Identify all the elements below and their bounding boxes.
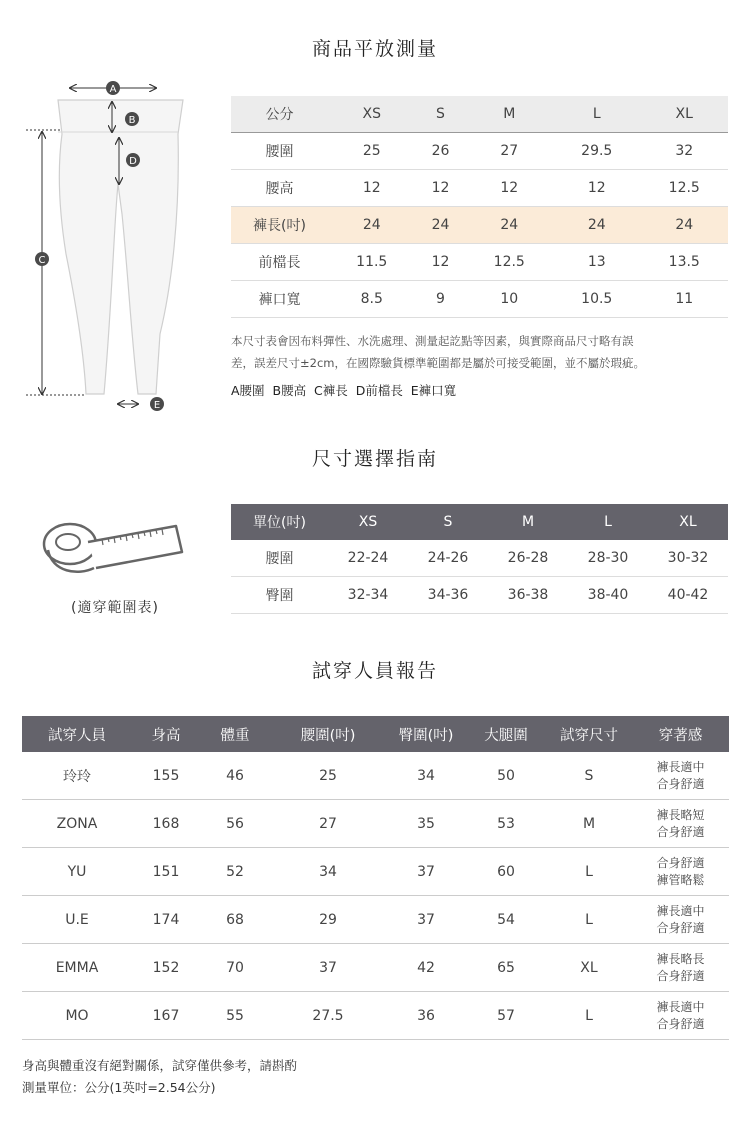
size-row-waist: [231, 133, 728, 170]
tester-name: MO: [22, 992, 132, 1040]
size-header: XS: [328, 96, 415, 133]
size-row-waist-height: [231, 170, 728, 207]
note-line: 本尺寸表會因布料彈性、水洗處理、測量起訖點等因素，與實際商品尺寸略有誤: [231, 334, 634, 348]
svg-text:D: D: [129, 156, 137, 167]
size-note: [231, 330, 731, 374]
fit-feedback: [632, 800, 729, 848]
cell: 24: [553, 207, 640, 244]
cell: 10: [466, 281, 553, 318]
abbreviations: A腰圍 B腰高 C褲長 D前檔長 E褲口寬: [231, 383, 457, 398]
row-label: 臀圍: [231, 577, 328, 614]
row-label: 腰高: [231, 170, 328, 207]
cell: 46: [200, 752, 270, 800]
marker-d: [126, 153, 140, 167]
report-header: 大腿圍: [466, 716, 546, 752]
cell: 29.5: [553, 133, 640, 170]
marker-a: [106, 81, 120, 95]
report-title: 試穿人員報告: [311, 660, 438, 682]
cell: L: [546, 848, 632, 896]
cell: 32-34: [328, 577, 408, 614]
cell: 167: [132, 992, 200, 1040]
cell: 34-36: [408, 577, 488, 614]
size-row-rise: [231, 244, 728, 281]
marker-b: [125, 112, 139, 126]
cell: 34: [386, 752, 466, 800]
svg-text:B: B: [128, 115, 136, 126]
size-row-length: [231, 207, 728, 244]
cell: 68: [200, 896, 270, 944]
cell: 56: [200, 800, 270, 848]
cell: 12.5: [466, 244, 553, 281]
cell: 11.5: [328, 244, 415, 281]
row-label: 褲長(吋): [231, 207, 328, 244]
cell: M: [546, 800, 632, 848]
feel-line: 褲長略短: [656, 807, 705, 822]
cell: 24: [415, 207, 465, 244]
report-header: 腰圍(吋): [270, 716, 386, 752]
cell: 24: [328, 207, 415, 244]
tester-name: 玲玲: [22, 752, 132, 800]
cell: 35: [386, 800, 466, 848]
cell: 27.5: [270, 992, 386, 1040]
cell: 52: [200, 848, 270, 896]
cell: 42: [386, 944, 466, 992]
cell: 8.5: [328, 281, 415, 318]
report-header: 試穿尺寸: [546, 716, 632, 752]
feel-line: 褲管略鬆: [656, 872, 705, 887]
cell: 25: [328, 133, 415, 170]
guide-table-header: [231, 504, 728, 540]
tester-name: EMMA: [22, 944, 132, 992]
report-header: 試穿人員: [22, 716, 132, 752]
cell: 12: [466, 170, 553, 207]
cell: 22-24: [328, 540, 408, 577]
cell: 155: [132, 752, 200, 800]
cell: 151: [132, 848, 200, 896]
report-row: [22, 752, 729, 800]
cell: 36: [386, 992, 466, 1040]
report-row: [22, 944, 729, 992]
guide-row-hip: [231, 577, 728, 614]
feel-line: 合身舒適: [656, 968, 705, 983]
guide-row-waist: [231, 540, 728, 577]
cell: 28-30: [568, 540, 648, 577]
report-header: 穿著感: [632, 716, 729, 752]
try-on-report-table: [22, 716, 729, 1040]
leggings-diagram: [20, 74, 230, 414]
cell: 26-28: [488, 540, 568, 577]
cell: 12: [553, 170, 640, 207]
guide-title: 尺寸選擇指南: [311, 448, 438, 470]
row-label: 褲口寬: [231, 281, 328, 318]
cell: 152: [132, 944, 200, 992]
report-row: [22, 896, 729, 944]
cell: 27: [270, 800, 386, 848]
fit-feedback: [632, 992, 729, 1040]
report-header: 體重: [200, 716, 270, 752]
feel-line: 合身舒適: [656, 1016, 705, 1031]
row-label: 前檔長: [231, 244, 328, 281]
cell: S: [546, 752, 632, 800]
cell: 13: [553, 244, 640, 281]
fit-feedback: [632, 944, 729, 992]
cell: 70: [200, 944, 270, 992]
guide-header: XS: [328, 504, 408, 540]
cell: 9: [415, 281, 465, 318]
size-header: M: [466, 96, 553, 133]
tester-name: ZONA: [22, 800, 132, 848]
svg-text:C: C: [38, 255, 46, 266]
feel-line: 合身舒適: [656, 824, 705, 839]
note-line: 差，誤差尺寸±2cm，在國際驗貨標準範圍都是屬於可接受範圍，並不屬於瑕疵。: [231, 356, 645, 370]
report-row: [22, 800, 729, 848]
cell: 57: [466, 992, 546, 1040]
cell: 12: [415, 244, 465, 281]
feel-line: 褲長適中: [656, 759, 705, 774]
cell: 24: [466, 207, 553, 244]
cell: 24: [640, 207, 728, 244]
size-table: [231, 96, 728, 318]
cell: 168: [132, 800, 200, 848]
cell: 29: [270, 896, 386, 944]
cell: L: [546, 896, 632, 944]
measuring-tape-icon: [38, 512, 188, 592]
size-guide-table: [231, 504, 728, 614]
report-table-header: [22, 716, 729, 752]
size-row-hem: [231, 281, 728, 318]
cell: 12: [328, 170, 415, 207]
feel-line: 合身舒適: [656, 920, 705, 935]
size-header: S: [415, 96, 465, 133]
feel-line: 褲長適中: [656, 999, 705, 1014]
fit-feedback: [632, 752, 729, 800]
guide-header: L: [568, 504, 648, 540]
size-header-unit: 公分: [231, 96, 328, 133]
cell: 27: [466, 133, 553, 170]
cell: 10.5: [553, 281, 640, 318]
cell: 34: [270, 848, 386, 896]
svg-text:E: E: [153, 400, 161, 411]
feel-line: 合身舒適: [656, 776, 705, 791]
report-header: 身高: [132, 716, 200, 752]
measure-title: 商品平放測量: [311, 38, 438, 60]
cell: 32: [640, 133, 728, 170]
svg-text:A: A: [109, 84, 117, 95]
guide-header: S: [408, 504, 488, 540]
footnote-line: 測量單位：公分(1英吋=2.54公分): [22, 1080, 216, 1095]
cell: 25: [270, 752, 386, 800]
cell: 60: [466, 848, 546, 896]
report-header: 臀圍(吋): [386, 716, 466, 752]
guide-header: M: [488, 504, 568, 540]
row-label: 腰圍: [231, 133, 328, 170]
cell: 37: [386, 896, 466, 944]
cell: XL: [546, 944, 632, 992]
footnote: [22, 1055, 297, 1099]
fit-feedback: [632, 896, 729, 944]
guide-header-unit: 單位(吋): [231, 504, 328, 540]
feel-line: 合身舒適: [656, 855, 705, 870]
cell: 13.5: [640, 244, 728, 281]
fit-feedback: [632, 848, 729, 896]
report-row: [22, 848, 729, 896]
cell: 36-38: [488, 577, 568, 614]
cell: 53: [466, 800, 546, 848]
cell: 40-42: [648, 577, 728, 614]
guide-header: XL: [648, 504, 728, 540]
report-row: [22, 992, 729, 1040]
guide-caption: (適穿範圍表): [71, 600, 159, 616]
marker-e: [150, 397, 164, 411]
cell: 12: [415, 170, 465, 207]
cell: 37: [270, 944, 386, 992]
cell: 24-26: [408, 540, 488, 577]
row-label: 腰圍: [231, 540, 328, 577]
feel-line: 褲長適中: [656, 903, 705, 918]
cell: 11: [640, 281, 728, 318]
feel-line: 褲長略長: [656, 951, 705, 966]
tester-name: YU: [22, 848, 132, 896]
size-header: L: [553, 96, 640, 133]
cell: 12.5: [640, 170, 728, 207]
cell: 37: [386, 848, 466, 896]
size-table-header: [231, 96, 728, 133]
cell: 26: [415, 133, 465, 170]
cell: L: [546, 992, 632, 1040]
cell: 30-32: [648, 540, 728, 577]
cell: 54: [466, 896, 546, 944]
footnote-line: 身高與體重沒有絕對關係，試穿僅供參考，請斟酌: [22, 1058, 298, 1073]
size-header: XL: [640, 96, 728, 133]
cell: 174: [132, 896, 200, 944]
cell: 55: [200, 992, 270, 1040]
marker-c: [35, 252, 49, 266]
cell: 50: [466, 752, 546, 800]
cell: 65: [466, 944, 546, 992]
cell: 38-40: [568, 577, 648, 614]
tester-name: U.E: [22, 896, 132, 944]
